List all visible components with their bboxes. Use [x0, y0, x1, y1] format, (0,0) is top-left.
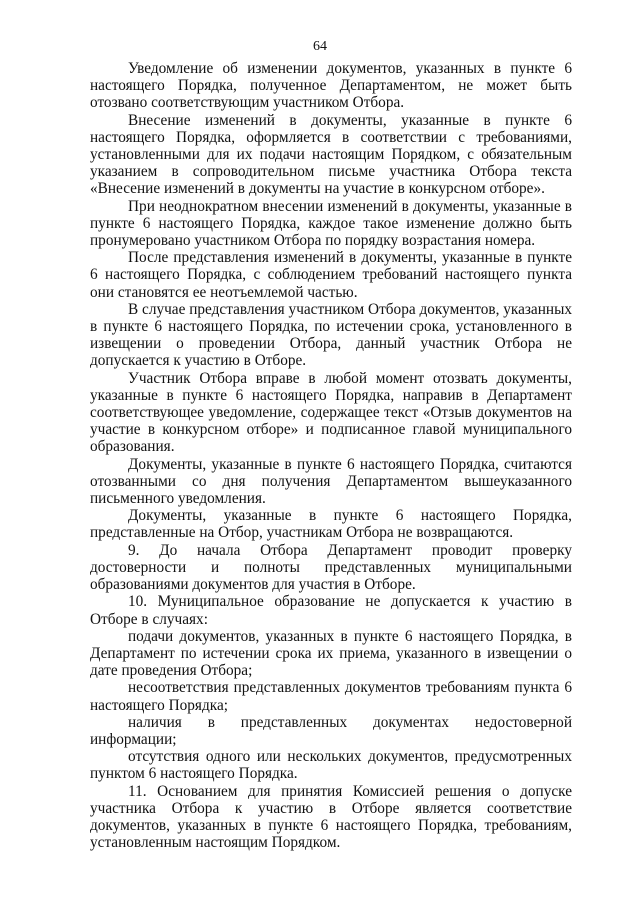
document-body	[90, 60, 572, 851]
paragraph: Документы, указанные в пункте 6 настоящего Порядка, считаются отозванными со дня получения Департаментом вышеуказанного письменного уведомления.	[90, 455, 572, 508]
paragraph: В случае представления участником Отбора документов, указанных в пункте 6 настоящего Порядка, по истечении срока, установленного в извещении о проведении Отбора, данный участник Отбора не допускается к участию в Отборе.	[90, 300, 572, 370]
paragraph: 11. Основанием для принятия Комиссией решения о допуске участника Отбора к участию в Отборе является соответствие документов, указанных в пункте 6 настоящего Порядка, требованиям, установленным настоящим Порядком.	[90, 782, 572, 852]
paragraph: При неоднократном внесении изменений в документы, указанные в пункте 6 настоящего Порядка, каждое такое изменение должно быть пронумеровано участником Отбора по порядку возрастания номера.	[90, 197, 572, 250]
list-item: наличия в представленных документах недостоверной информации;	[90, 713, 572, 748]
list-item: отсутствия одного или нескольких документов, предусмотренных пунктом 6 настоящего Порядка.	[90, 748, 572, 783]
paragraph: После представления изменений в документы, указанные в пункте 6 настоящего Порядка, с соблюдением требований настоящего пункта они становятся ее неотъемлемой частью.	[90, 249, 572, 301]
paragraph: Документы, указанные в пункте 6 настоящего Порядка, представленные на Отбор, участникам Отбора не возвращаются.	[90, 507, 572, 542]
paragraph: 10. Муниципальное образование не допускается к участию в Отборе в случаях:	[90, 593, 572, 628]
paragraph: Уведомление об изменении документов, указанных в пункте 6 настоящего Порядка, полученное Департаментом, не может быть отозвано соответствующим участником Отбора.	[90, 60, 572, 112]
paragraph: Участник Отбора вправе в любой момент отозвать документы, указанные в пункте 6 настоящего Порядка, направив в Департамент соответствующее уведомление, содержащее текст «Отзыв документов на участие в конкурсном отборе» и подписанное главой муниципального образования.	[90, 369, 572, 456]
list-item: несоответствия представленных документов требованиям пункта 6 настоящего Порядка;	[90, 679, 572, 714]
list-item: подачи документов, указанных в пункте 6 настоящего Порядка, в Департамент по истечении срока их приема, указанного в извещении о дате проведения Отбора;	[90, 627, 572, 680]
paragraph: Внесение изменений в документы, указанные в пункте 6 настоящего Порядка, оформляется в соответствии с требованиями, установленными для их подачи настоящим Порядком, с обязательным указанием в сопроводительном письме участника Отбора текста «Внесение изменений в документы на участие в конкурсном отборе».	[90, 111, 572, 198]
paragraph: 9. До начала Отбора Департамент проводит проверку достоверности и полноты представленных муниципальными образованиями документов для участия в Отборе.	[90, 541, 572, 594]
page-number: 64	[313, 39, 327, 54]
